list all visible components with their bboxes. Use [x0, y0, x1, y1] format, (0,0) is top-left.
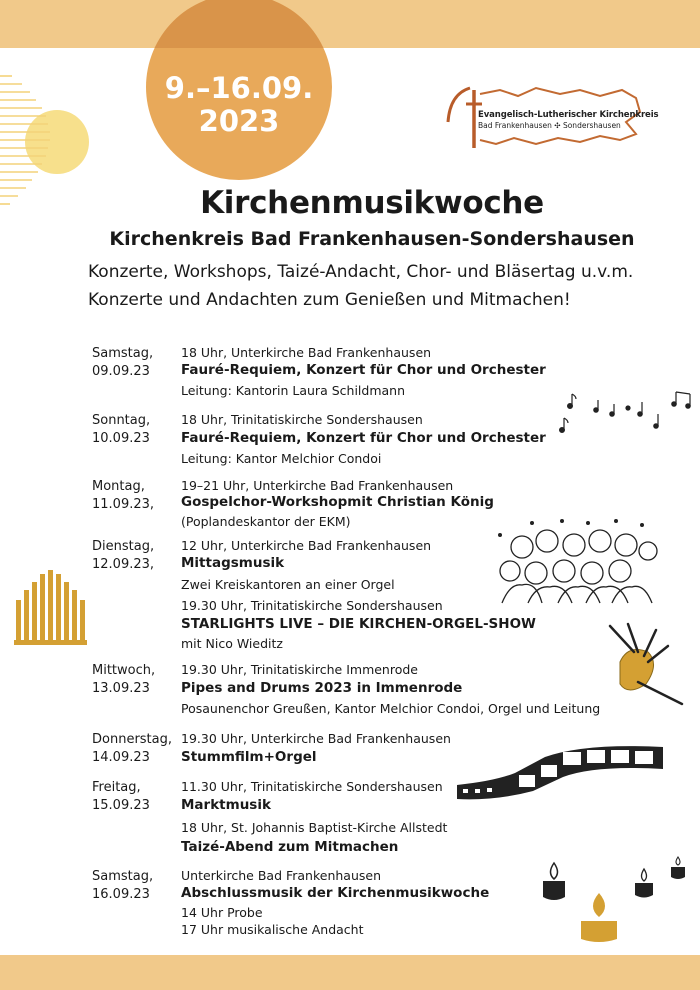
logo-text-line1: Evangelisch-Lutherischer Kirchenkreis [478, 110, 659, 120]
event-title: Stummfilm+Orgel [181, 749, 317, 765]
event-time-location: 11.30 Uhr, Trinitatiskirche Sondershausen [181, 779, 443, 794]
event-weekday: Sonntag, [92, 413, 151, 428]
event-weekday: Dienstag, [92, 539, 155, 554]
bottom-bar [0, 955, 700, 990]
event-title: Taizé-Abend zum Mitmachen [181, 839, 399, 855]
event-day-label [92, 478, 154, 514]
event-date: 09.09.23 [92, 364, 150, 379]
date-range [146, 72, 332, 138]
event-title: Pipes and Drums 2023 in Immenrode [181, 680, 463, 696]
event-date: 12.09.23, [92, 557, 155, 572]
event-weekday: Samstag, [92, 346, 154, 361]
event-detail: (Poplandeskantor der EKM) [181, 514, 351, 529]
event-date: 14.09.23 [92, 750, 150, 765]
event-weekday: Freitag, [92, 780, 141, 795]
event-weekday: Samstag, [92, 869, 154, 884]
event-detail: Zwei Kreiskantoren an einer Orgel [181, 577, 395, 592]
event-time-location: 18 Uhr, Trinitatiskirche Sondershausen [181, 412, 423, 427]
date-range-days: 9.–16.09. [164, 71, 314, 105]
event-title: Marktmusik [181, 797, 271, 813]
event-day-label [92, 868, 153, 904]
logo-text-line2: Bad Frankenhausen ✣ Sondershausen [478, 121, 621, 130]
event-date: 10.09.23 [92, 431, 150, 446]
event-weekday: Donnerstag, [92, 732, 173, 747]
event-time-location: 19.30 Uhr, Unterkirche Bad Frankenhausen [181, 731, 451, 746]
event-time-location: 19.30 Uhr, Trinitatiskirche Sondershausen [181, 598, 443, 613]
event-title: Fauré-Requiem, Konzert für Chor und Orchester [181, 362, 546, 378]
page-subtitle: Kirchenkreis Bad Frankenhausen-Sondershausen [109, 228, 635, 250]
event-weekday: Montag, [92, 479, 145, 494]
event-detail: 17 Uhr musikalische Andacht [181, 922, 364, 937]
organ-pipes-icon [14, 570, 88, 646]
event-detail: Leitung: Kantor Melchior Condoi [181, 451, 382, 466]
intro-line-1: Konzerte, Workshops, Taizé-Andacht, Chor- und Bläsertag u.v.m. [88, 262, 634, 282]
event-day-label [92, 538, 154, 574]
date-range-year: 2023 [198, 104, 280, 138]
event-day-label [92, 662, 155, 698]
event-weekday: Mittwoch, [92, 663, 156, 678]
event-detail: Leitung: Kantorin Laura Schildmann [181, 383, 405, 398]
event-time-location: 12 Uhr, Unterkirche Bad Frankenhausen [181, 538, 432, 553]
event-time-location: Unterkirche Bad Frankenhausen [181, 868, 382, 883]
music-notes-icon [552, 388, 700, 438]
top-bar [0, 0, 700, 48]
candles-icon [535, 855, 695, 945]
event-title: Mittagsmusik [181, 555, 285, 571]
event-date: 13.09.23 [92, 681, 150, 696]
event-time-location: 19–21 Uhr, Unterkirche Bad Frankenhausen [181, 478, 454, 493]
singing-choir-icon [492, 515, 662, 605]
event-day-label [92, 779, 150, 815]
event-date: 11.09.23, [92, 497, 155, 512]
event-title: Abschlussmusik der Kirchenmusikwoche [181, 885, 490, 901]
event-detail: Posaunenchor Greußen, Kantor Melchior Condoi, Orgel und Leitung [181, 701, 601, 716]
film-strip-icon [455, 735, 665, 800]
event-title: Gospelchor-Workshopmit Christian König [181, 494, 494, 510]
event-time-location: 18 Uhr, Unterkirche Bad Frankenhausen [181, 345, 432, 360]
event-detail: mit Nico Wieditz [181, 636, 283, 651]
event-date: 15.09.23 [92, 798, 150, 813]
event-time-location: 19.30 Uhr, Trinitatiskirche Immenrode [181, 662, 418, 677]
event-title: STARLIGHTS LIVE – DIE KIRCHEN-ORGEL-SHOW [181, 616, 536, 632]
page-title: Kirchenmusikwoche [200, 185, 544, 221]
event-day-label [92, 412, 150, 448]
event-day-label [92, 731, 172, 767]
intro-line-2: Konzerte und Andachten zum Genießen und Mitmachen! [88, 290, 571, 310]
event-detail: 14 Uhr Probe [181, 905, 263, 920]
event-day-label [92, 345, 153, 381]
event-title: Fauré-Requiem, Konzert für Chor und Orchester [181, 430, 546, 446]
event-time-location: 18 Uhr, St. Johannis Baptist-Kirche Allstedt [181, 820, 448, 835]
event-date: 16.09.23 [92, 887, 150, 902]
bagpipe-icon [598, 622, 693, 707]
